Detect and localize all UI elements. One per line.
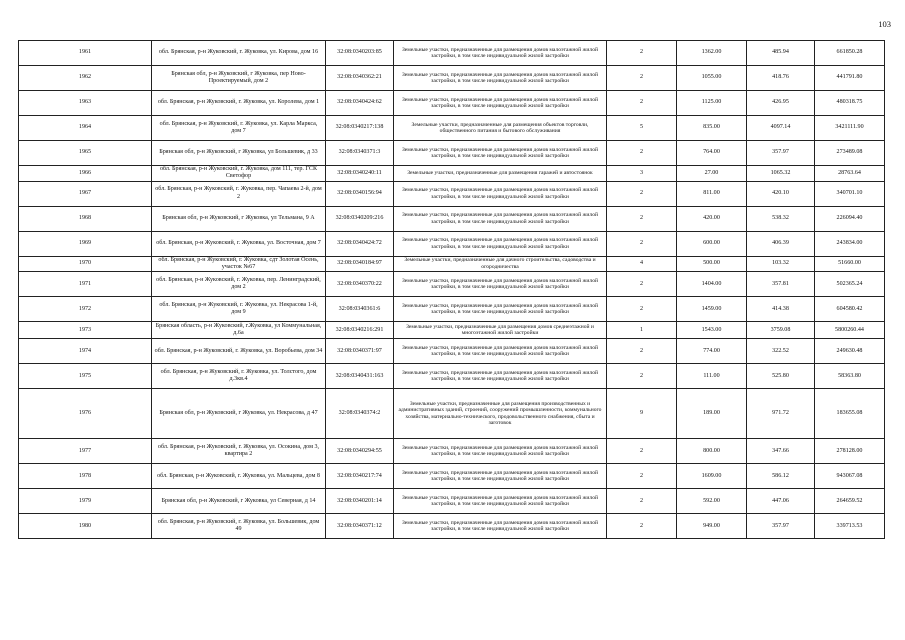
cadastral-value-cell: 273489.08 bbox=[815, 141, 885, 166]
table-row bbox=[19, 206, 885, 231]
group-code-cell: 2 bbox=[607, 464, 677, 489]
group-code-cell: 2 bbox=[607, 181, 677, 206]
row-number-cell: 1975 bbox=[19, 364, 152, 389]
group-code-cell: 2 bbox=[607, 66, 677, 91]
address-cell: обл. Брянская, р-н Жуковский, г. Жуковка, ул. Воробьева, дом 34 bbox=[152, 339, 326, 364]
permitted-use-cell: Земельные участки, предназначенные для размещения производственных и административных зданий, строений, сооружений промышленности, коммунального хозяйства, материально-технического, продовольственного снабжения, сбыта и заготовок bbox=[394, 389, 607, 439]
address-cell: обл. Брянская, р-н Жуковский, г. Жуковка, ул. Большевик, дом 49 bbox=[152, 514, 326, 539]
area-cell: 800.00 bbox=[677, 439, 747, 464]
area-cell: 774.00 bbox=[677, 339, 747, 364]
cadastral-value-cell: 943067.08 bbox=[815, 464, 885, 489]
specific-value-cell: 4097.14 bbox=[747, 116, 815, 141]
permitted-use-cell: Земельные участки, предназначенные для размещения домов малоэтажной жилой застройки, в том числе индивидуальной жилой застройки bbox=[394, 41, 607, 66]
cadastral-number-cell: 32:08:0340209:216 bbox=[326, 206, 394, 231]
cadastral-value-cell: 339713.53 bbox=[815, 514, 885, 539]
group-code-cell: 2 bbox=[607, 514, 677, 539]
table-body bbox=[19, 41, 885, 539]
row-number-cell: 1966 bbox=[19, 166, 152, 182]
permitted-use-cell: Земельные участки, предназначенные для размещения домов малоэтажной жилой застройки, в том числе индивидуальной жилой застройки bbox=[394, 439, 607, 464]
cadastral-number-cell: 32:08:0340371:12 bbox=[326, 514, 394, 539]
table-row bbox=[19, 322, 885, 339]
specific-value-cell: 485.94 bbox=[747, 41, 815, 66]
cadastral-number-cell: 32:08:0340424:62 bbox=[326, 91, 394, 116]
table-row bbox=[19, 489, 885, 514]
area-cell: 1609.00 bbox=[677, 464, 747, 489]
permitted-use-cell: Земельные участки, предназначенные для размещения домов малоэтажной жилой застройки, в том числе индивидуальной жилой застройки bbox=[394, 339, 607, 364]
table-row bbox=[19, 389, 885, 439]
cadastral-value-cell: 278128.00 bbox=[815, 439, 885, 464]
area-cell: 500.00 bbox=[677, 256, 747, 272]
permitted-use-cell: Земельные участки, предназначенные для размещения домов малоэтажной жилой застройки, в том числе индивидуальной жилой застройки bbox=[394, 141, 607, 166]
table-row bbox=[19, 464, 885, 489]
table-row bbox=[19, 41, 885, 66]
permitted-use-cell: Земельные участки, предназначенные для размещения гаражей и автостоянок bbox=[394, 166, 607, 182]
cadastral-value-cell: 226094.40 bbox=[815, 206, 885, 231]
address-cell: Брянская обл, р-н Жуковский, г Жуковка, пер Ново-Проектируемый, дом 2 bbox=[152, 66, 326, 91]
specific-value-cell: 525.80 bbox=[747, 364, 815, 389]
permitted-use-cell: Земельные участки, предназначенные для размещения домов малоэтажной жилой застройки, в том числе индивидуальной жилой застройки bbox=[394, 231, 607, 256]
address-cell: обл. Брянская, р-н Жуковский, г. Жуковка, ул. Осокина, дом 3, квартира 2 bbox=[152, 439, 326, 464]
group-code-cell: 4 bbox=[607, 256, 677, 272]
address-cell: обл. Брянская, р-н Жуковский, г. Жуковка, ул. Некрасова 1-й, дом 9 bbox=[152, 297, 326, 322]
cadastral-value-cell: 340701.10 bbox=[815, 181, 885, 206]
table-row bbox=[19, 297, 885, 322]
row-number-cell: 1973 bbox=[19, 322, 152, 339]
group-code-cell: 2 bbox=[607, 364, 677, 389]
permitted-use-cell: Земельные участки, предназначенные для размещения домов малоэтажной жилой застройки, в том числе индивидуальной жилой застройки bbox=[394, 91, 607, 116]
permitted-use-cell: Земельные участки, предназначенные для размещения домов малоэтажной жилой застройки, в том числе индивидуальной жилой застройки bbox=[394, 206, 607, 231]
group-code-cell: 2 bbox=[607, 41, 677, 66]
permitted-use-cell: Земельные участки, предназначенные для дачного строительства, садоводства и огородничества bbox=[394, 256, 607, 272]
cadastral-value-cell: 58363.80 bbox=[815, 364, 885, 389]
cadastral-number-cell: 32:08:0340294:55 bbox=[326, 439, 394, 464]
cadastral-number-cell: 32:08:0340371:3 bbox=[326, 141, 394, 166]
address-cell: обл. Брянская, р-н Жуковский, г. Жуковка, ул. Восточная, дом 7 bbox=[152, 231, 326, 256]
area-cell: 1404.00 bbox=[677, 272, 747, 297]
row-number-cell: 1979 bbox=[19, 489, 152, 514]
specific-value-cell: 103.32 bbox=[747, 256, 815, 272]
group-code-cell: 2 bbox=[607, 439, 677, 464]
cadastral-value-cell: 480318.75 bbox=[815, 91, 885, 116]
address-cell: обл. Брянская, р-н Жуковский, г. Жуковка, сдт Золотая Осень, участок №67 bbox=[152, 256, 326, 272]
area-cell: 600.00 bbox=[677, 231, 747, 256]
area-cell: 1459.00 bbox=[677, 297, 747, 322]
cadastral-number-cell: 32:08:0340217:138 bbox=[326, 116, 394, 141]
cadastral-value-cell: 502365.24 bbox=[815, 272, 885, 297]
row-number-cell: 1964 bbox=[19, 116, 152, 141]
permitted-use-cell: Земельные участки, предназначенные для размещения домов малоэтажной жилой застройки, в том числе индивидуальной жилой застройки bbox=[394, 514, 607, 539]
cadastral-value-cell: 183655.08 bbox=[815, 389, 885, 439]
cadastral-number-cell: 32:08:0340203:85 bbox=[326, 41, 394, 66]
specific-value-cell: 347.66 bbox=[747, 439, 815, 464]
table-row bbox=[19, 231, 885, 256]
page-number: 103 bbox=[878, 19, 891, 29]
row-number-cell: 1962 bbox=[19, 66, 152, 91]
specific-value-cell: 971.72 bbox=[747, 389, 815, 439]
area-cell: 835.00 bbox=[677, 116, 747, 141]
permitted-use-cell: Земельные участки, предназначенные для размещения домов малоэтажной жилой застройки, в том числе индивидуальной жилой застройки bbox=[394, 364, 607, 389]
permitted-use-cell: Земельные участки, предназначенные для размещения домов малоэтажной жилой застройки, в том числе индивидуальной жилой застройки bbox=[394, 272, 607, 297]
specific-value-cell: 586.12 bbox=[747, 464, 815, 489]
cadastral-number-cell: 32:08:0340374:2 bbox=[326, 389, 394, 439]
row-number-cell: 1978 bbox=[19, 464, 152, 489]
group-code-cell: 2 bbox=[607, 91, 677, 116]
cadastral-value-cell: 264659.52 bbox=[815, 489, 885, 514]
address-cell: обл. Брянская, р-н Жуковский, г. Жуковка, ул. Мальцева, дом 8 bbox=[152, 464, 326, 489]
area-cell: 189.00 bbox=[677, 389, 747, 439]
cadastral-value-cell: 28763.64 bbox=[815, 166, 885, 182]
table-row bbox=[19, 514, 885, 539]
group-code-cell: 2 bbox=[607, 297, 677, 322]
row-number-cell: 1976 bbox=[19, 389, 152, 439]
specific-value-cell: 414.38 bbox=[747, 297, 815, 322]
cadastral-number-cell: 32:08:0340240:11 bbox=[326, 166, 394, 182]
cadastral-value-cell: 51660.00 bbox=[815, 256, 885, 272]
address-cell: Брянская обл, р-н Жуковский, г Жуковка, ул Большевик, д 33 bbox=[152, 141, 326, 166]
address-cell: обл. Брянская, р-н Жуковский, г. Жуковка, дом 111, тер. ГСК Светофор bbox=[152, 166, 326, 182]
cadastral-number-cell: 32:08:0340362:21 bbox=[326, 66, 394, 91]
group-code-cell: 1 bbox=[607, 322, 677, 339]
row-number-cell: 1974 bbox=[19, 339, 152, 364]
area-cell: 592.00 bbox=[677, 489, 747, 514]
specific-value-cell: 3759.08 bbox=[747, 322, 815, 339]
address-cell: Брянская обл, р-н Жуковский, г Жуковка, ул Тельмана, 9 А bbox=[152, 206, 326, 231]
specific-value-cell: 418.76 bbox=[747, 66, 815, 91]
table-row bbox=[19, 166, 885, 182]
specific-value-cell: 426.95 bbox=[747, 91, 815, 116]
table-row bbox=[19, 256, 885, 272]
address-cell: обл. Брянская, р-н Жуковский, г. Жуковка, ул. Толстого, дом д.3кв.4 bbox=[152, 364, 326, 389]
area-cell: 27.00 bbox=[677, 166, 747, 182]
row-number-cell: 1970 bbox=[19, 256, 152, 272]
cadastral-number-cell: 32:08:0340216:291 bbox=[326, 322, 394, 339]
table-row bbox=[19, 439, 885, 464]
area-cell: 1125.00 bbox=[677, 91, 747, 116]
table-row bbox=[19, 66, 885, 91]
group-code-cell: 3 bbox=[607, 166, 677, 182]
area-cell: 420.00 bbox=[677, 206, 747, 231]
group-code-cell: 2 bbox=[607, 141, 677, 166]
permitted-use-cell: Земельные участки, предназначенные для размещения домов среднеэтажной и многоэтажной жилой застройки bbox=[394, 322, 607, 339]
permitted-use-cell: Земельные участки, предназначенные для размещения домов малоэтажной жилой застройки, в том числе индивидуальной жилой застройки bbox=[394, 66, 607, 91]
cadastral-value-cell: 661850.28 bbox=[815, 41, 885, 66]
table-row bbox=[19, 272, 885, 297]
row-number-cell: 1972 bbox=[19, 297, 152, 322]
table-row bbox=[19, 339, 885, 364]
specific-value-cell: 420.10 bbox=[747, 181, 815, 206]
table-row bbox=[19, 181, 885, 206]
row-number-cell: 1980 bbox=[19, 514, 152, 539]
cadastral-value-table bbox=[18, 40, 885, 539]
group-code-cell: 2 bbox=[607, 489, 677, 514]
table-row bbox=[19, 364, 885, 389]
area-cell: 811.00 bbox=[677, 181, 747, 206]
specific-value-cell: 357.81 bbox=[747, 272, 815, 297]
cadastral-value-cell: 604580.42 bbox=[815, 297, 885, 322]
row-number-cell: 1969 bbox=[19, 231, 152, 256]
row-number-cell: 1968 bbox=[19, 206, 152, 231]
cadastral-value-cell: 249630.48 bbox=[815, 339, 885, 364]
row-number-cell: 1977 bbox=[19, 439, 152, 464]
address-cell: обл. Брянская, р-н Жуковский, г. Жуковка, ул. Королева, дом 1 bbox=[152, 91, 326, 116]
permitted-use-cell: Земельные участки, предназначенные для размещения объектов торговли, общественного питания и бытового обслуживания bbox=[394, 116, 607, 141]
group-code-cell: 2 bbox=[607, 339, 677, 364]
specific-value-cell: 1065.32 bbox=[747, 166, 815, 182]
cadastral-number-cell: 32:08:0340424:72 bbox=[326, 231, 394, 256]
group-code-cell: 2 bbox=[607, 272, 677, 297]
cadastral-value-cell: 5800260.44 bbox=[815, 322, 885, 339]
cadastral-value-cell: 3421111.90 bbox=[815, 116, 885, 141]
address-cell: Брянская обл, р-н Жуковский, г Жуковка, ул Северная, д 14 bbox=[152, 489, 326, 514]
address-cell: Брянская обл, р-н Жуковский, г Жуковка, ул. Некрасова, д 47 bbox=[152, 389, 326, 439]
permitted-use-cell: Земельные участки, предназначенные для размещения домов малоэтажной жилой застройки, в том числе индивидуальной жилой застройки bbox=[394, 464, 607, 489]
table-row bbox=[19, 116, 885, 141]
group-code-cell: 2 bbox=[607, 206, 677, 231]
table-row bbox=[19, 141, 885, 166]
cadastral-number-cell: 32:08:0340371:97 bbox=[326, 339, 394, 364]
row-number-cell: 1965 bbox=[19, 141, 152, 166]
specific-value-cell: 322.52 bbox=[747, 339, 815, 364]
cadastral-number-cell: 32:08:0340370:22 bbox=[326, 272, 394, 297]
area-cell: 1543.00 bbox=[677, 322, 747, 339]
address-cell: Брянская область, р-н Жуковский, г.Жуковка, ул Коммунальная, д.6а bbox=[152, 322, 326, 339]
address-cell: обл. Брянская, р-н Жуковский, г. Жуковка, пер. Ленинградский, дом 2 bbox=[152, 272, 326, 297]
cadastral-number-cell: 32:08:0340431:163 bbox=[326, 364, 394, 389]
address-cell: обл. Брянская, р-н Жуковский, г. Жуковка, ул. Карла Маркса, дом 7 bbox=[152, 116, 326, 141]
cadastral-number-cell: 32:08:0340184:97 bbox=[326, 256, 394, 272]
address-cell: обл. Брянская, р-н Жуковский, г. Жуковка, пер. Чапаева 2-й, дом 2 bbox=[152, 181, 326, 206]
specific-value-cell: 357.97 bbox=[747, 141, 815, 166]
area-cell: 111.00 bbox=[677, 364, 747, 389]
row-number-cell: 1961 bbox=[19, 41, 152, 66]
row-number-cell: 1963 bbox=[19, 91, 152, 116]
area-cell: 1055.00 bbox=[677, 66, 747, 91]
row-number-cell: 1971 bbox=[19, 272, 152, 297]
specific-value-cell: 406.39 bbox=[747, 231, 815, 256]
address-cell: обл. Брянская, р-н Жуковский, г. Жуковка, ул. Кирова, дом 16 bbox=[152, 41, 326, 66]
cadastral-number-cell: 32:08:0340201:14 bbox=[326, 489, 394, 514]
area-cell: 764.00 bbox=[677, 141, 747, 166]
specific-value-cell: 447.06 bbox=[747, 489, 815, 514]
group-code-cell: 2 bbox=[607, 231, 677, 256]
permitted-use-cell: Земельные участки, предназначенные для размещения домов малоэтажной жилой застройки, в том числе индивидуальной жилой застройки bbox=[394, 297, 607, 322]
table-row bbox=[19, 91, 885, 116]
area-cell: 949.00 bbox=[677, 514, 747, 539]
cadastral-number-cell: 32:08:0340217:74 bbox=[326, 464, 394, 489]
permitted-use-cell: Земельные участки, предназначенные для размещения домов малоэтажной жилой застройки, в том числе индивидуальной жилой застройки bbox=[394, 489, 607, 514]
row-number-cell: 1967 bbox=[19, 181, 152, 206]
cadastral-value-cell: 243834.00 bbox=[815, 231, 885, 256]
specific-value-cell: 538.32 bbox=[747, 206, 815, 231]
permitted-use-cell: Земельные участки, предназначенные для размещения домов малоэтажной жилой застройки, в том числе индивидуальной жилой застройки bbox=[394, 181, 607, 206]
cadastral-number-cell: 32:08:0340361:6 bbox=[326, 297, 394, 322]
cadastral-number-cell: 32:08:0340156:94 bbox=[326, 181, 394, 206]
cadastral-value-cell: 441791.80 bbox=[815, 66, 885, 91]
group-code-cell: 5 bbox=[607, 116, 677, 141]
area-cell: 1362.00 bbox=[677, 41, 747, 66]
specific-value-cell: 357.97 bbox=[747, 514, 815, 539]
group-code-cell: 9 bbox=[607, 389, 677, 439]
